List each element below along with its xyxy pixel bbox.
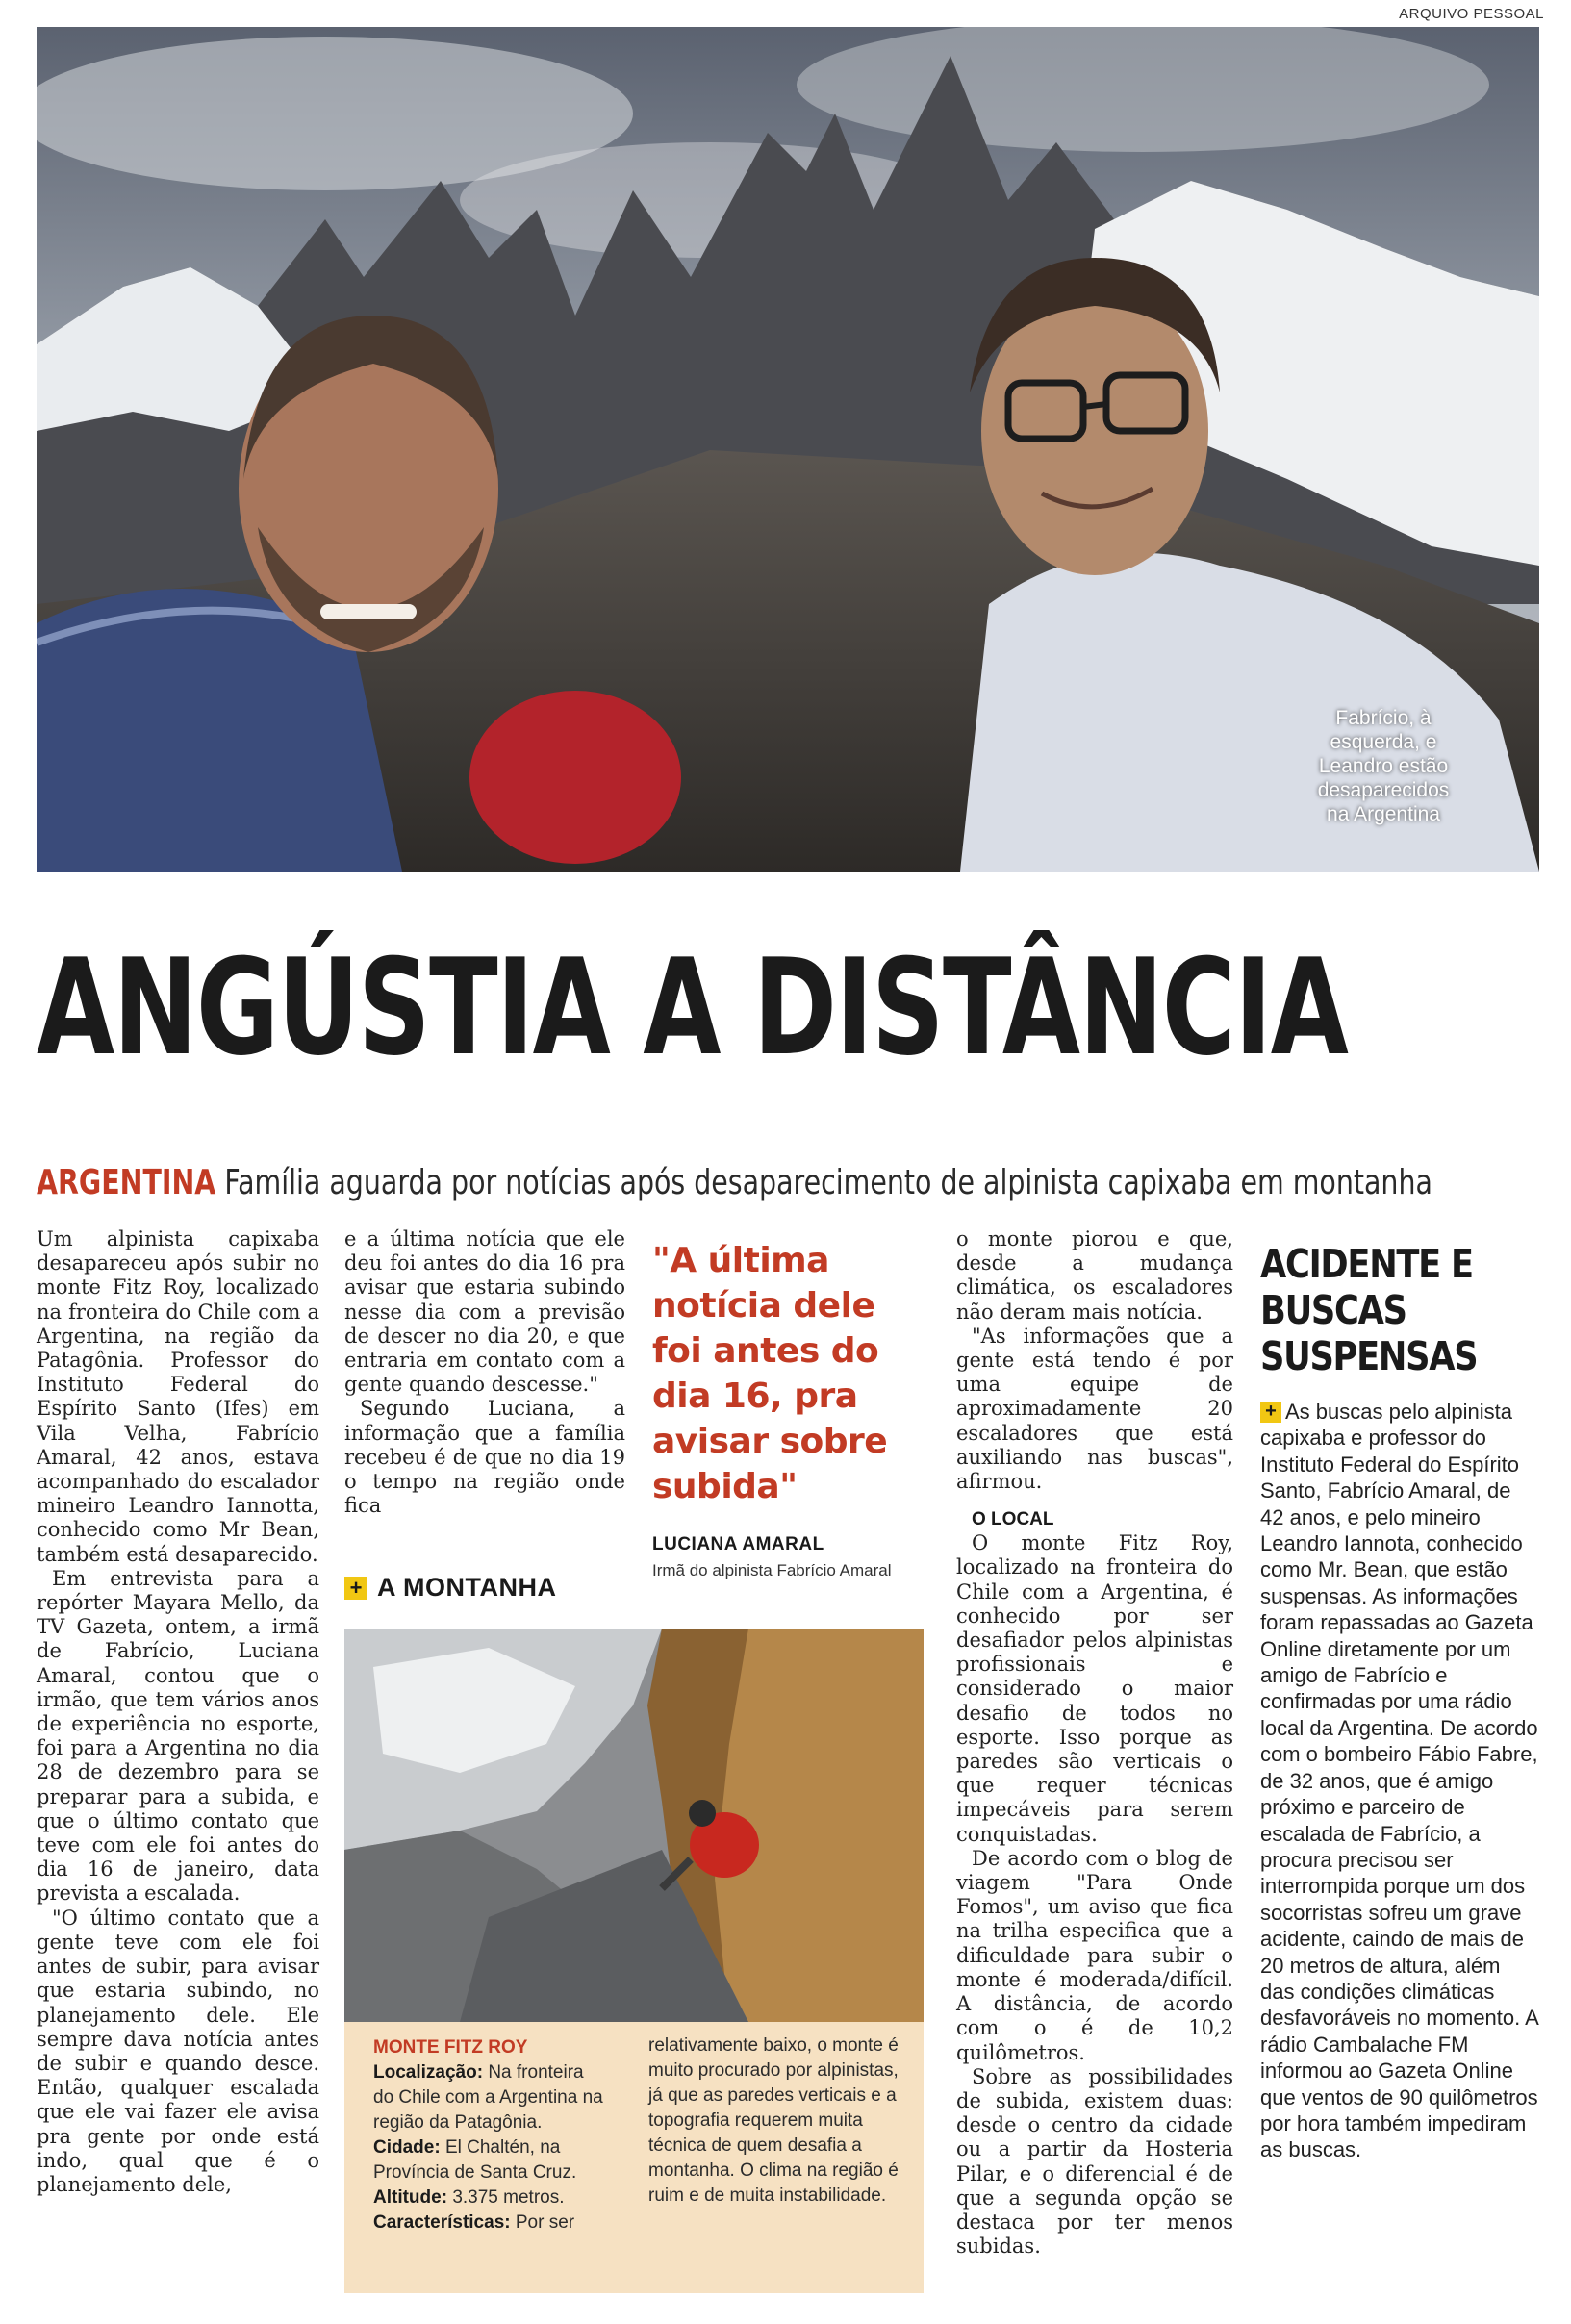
paragraph: De acordo com o blog de viagem "Para Onde Fomos", um aviso que fica na trilha especifica que a dificuldade para subir o monte é moderada/difícil. A distância, de acordo com o é de 10,2 quilômetros. <box>956 1846 1233 2064</box>
info-value: El Chaltén, na Província de Santa Cruz. <box>373 2137 577 2183</box>
climber-illustration <box>344 1629 924 2022</box>
info-label: Altitude: <box>373 2187 448 2208</box>
info-column-2: relativamente baixo, o monte é muito procurado por alpinistas, já que as paredes verticais e a topografia requerem muita técnica de quem desafia a montanha. O clima na região é ruim e de muita instabilidade. <box>648 2035 899 2206</box>
paragraph: "As informações que a gente está tendo é por uma equipe de aproximadamente 20 escaladores que está auxiliando nas buscas", afirmou. <box>956 1324 1233 1494</box>
info-characteristics <box>373 2210 604 2236</box>
info-altitude <box>373 2185 604 2210</box>
info-value: Por ser <box>515 2212 575 2233</box>
kicker <box>37 1161 1432 1205</box>
sidebar-body <box>1260 1399 1539 2163</box>
sidebar-title: ACIDENTE E BUSCAS SUSPENSAS <box>1260 1241 1478 1379</box>
info-column-1 <box>373 2035 604 2236</box>
photo-credit: ARQUIVO PESSOAL <box>1399 6 1544 22</box>
sidebar-text: As buscas pelo alpinista capixaba e professor do Instituto Federal do Espírito Santo, Fabrício Amaral, de 42 anos, e pelo mineiro Leandro Iannota, conhecido como Mr. Bean, que estão suspensas. As informações foram repassadas ao Gazeta Online diretamente por um amigo de Fabrício e confirmadas por uma rádio local da Argentina. De acordo com o bombeiro Fábio Fabre, de 32 anos, que é amigo próximo e parceiro de escalada de Fabrício, a procura precisou ser interrompida porque um dos socorristas sofreu um grave acidente, caindo de mais de 20 metros de altura, além das condições climáticas desfavoráveis no momento. A rádio Cambalache FM informou ao Gazeta Online que ventos de 90 quilômetros por hora também impediram as buscas. <box>1260 1400 1538 2162</box>
article-column-2 <box>344 1227 625 1518</box>
plus-icon: + <box>1260 1402 1281 1423</box>
box-heading <box>344 1573 556 1603</box>
article-column-4 <box>956 1227 1233 2259</box>
quote-text: "A última notícia dele foi antes do dia 16, pra avisar sobre subida" <box>652 1241 888 1506</box>
paragraph: O monte Fitz Roy, localizado na fronteira do Chile com a Argentina, é conhecido por ser desafiador pelos alpinistas profissionais e considerado o maior desafio de todos no esporte. Isso porque as paredes são verticais o que requer técnicas impecáveis para serem conquistadas. <box>956 1531 1233 1846</box>
kicker-text: Família aguarda por notícias após desaparecimento de alpinista capixaba em montanha <box>224 1163 1432 1202</box>
paragraph: Sobre as possibilidades de subida, existem duas: desde o centro da cidade ou a partir da Hosteria Pilar, e o diferencial é de que a segunda opção se destaca por ter menos subidas. <box>956 2064 1233 2259</box>
subhead-o-local: O LOCAL <box>972 1509 1054 1530</box>
paragraph: Um alpinista capixaba desapareceu após subir no monte Fitz Roy, localizado na fronteira do Chile com a Argentina, na região da Patagônia. Professor do Instituto Federal do Espírito Santo (Ifes) em Vila Velha, Fabrício Amaral, 42 anos, estava acompanhado do escalador mineiro Leandro Iannotta, conhecido como Mr Bean, também está desaparecido. <box>37 1227 319 1566</box>
info-label: Localização: <box>373 2062 484 2083</box>
climber-photo <box>344 1629 924 2022</box>
paragraph: o monte piorou e que, desde a mudança climática, os escaladores não deram mais notícia. <box>956 1227 1233 1324</box>
paragraph: Em entrevista para a repórter Mayara Mello, da TV Gazeta, ontem, a irmã de Fabrício, Luciana Amaral, contou que o irmão, que tem vários anos de experiência no esporte, foi para a Argentina no dia 28 de dezembro para se preparar para a subida, e que o último contato que teve com ele foi antes do dia 16 de janeiro, data prevista a escalada. <box>37 1566 319 1906</box>
headline: ANGÚSTIA A DISTÂNCIA <box>37 930 1348 1085</box>
box-heading-text: A MONTANHA <box>377 1573 557 1602</box>
info-city <box>373 2135 604 2185</box>
paragraph: Segundo Luciana, a informação que a família recebeu é de que no dia 19 o tempo na região onde fica <box>344 1397 625 1518</box>
sidebar <box>1260 1241 1539 2163</box>
paragraph: "O último contato que a gente teve com ele foi antes de subir, para avisar que estaria subindo, no planejamento dele. Ele sempre dava notícia antes de subir e quando desce. Então, qualquer escalada que ele vai fazer ele avisa pra gente por onde está indo, qual que é o planejamento dele, <box>37 1906 319 2196</box>
paragraph: e a última notícia que ele deu foi antes do dia 16 pra avisar que estaria subindo nesse dia com a previsão de descer no dia 20, e que entraria em contato com a gente quando descesse." <box>344 1227 625 1397</box>
info-location <box>373 2060 604 2135</box>
quote-role: Irmã do alpinista Fabrício Amaral <box>652 1561 892 1579</box>
quote-name: LUCIANA AMARAL <box>652 1534 824 1554</box>
kicker-section: ARGENTINA <box>37 1163 216 1202</box>
photo-caption: Fabrício, à esquerda, e Leandro estão desaparecidos na Argentina <box>1317 707 1450 825</box>
info-box <box>344 2022 924 2293</box>
pull-quote <box>652 1238 924 1580</box>
info-title: MONTE FITZ ROY <box>373 2037 528 2058</box>
main-photo <box>37 27 1539 872</box>
plus-icon: + <box>344 1577 367 1600</box>
info-value: Na fronteira do Chile com a Argentina na região da Patagônia. <box>373 2062 603 2133</box>
info-label: Características: <box>373 2212 511 2233</box>
info-label: Cidade: <box>373 2137 441 2158</box>
info-value: 3.375 metros. <box>452 2187 565 2208</box>
article-column-1 <box>37 1227 319 2197</box>
